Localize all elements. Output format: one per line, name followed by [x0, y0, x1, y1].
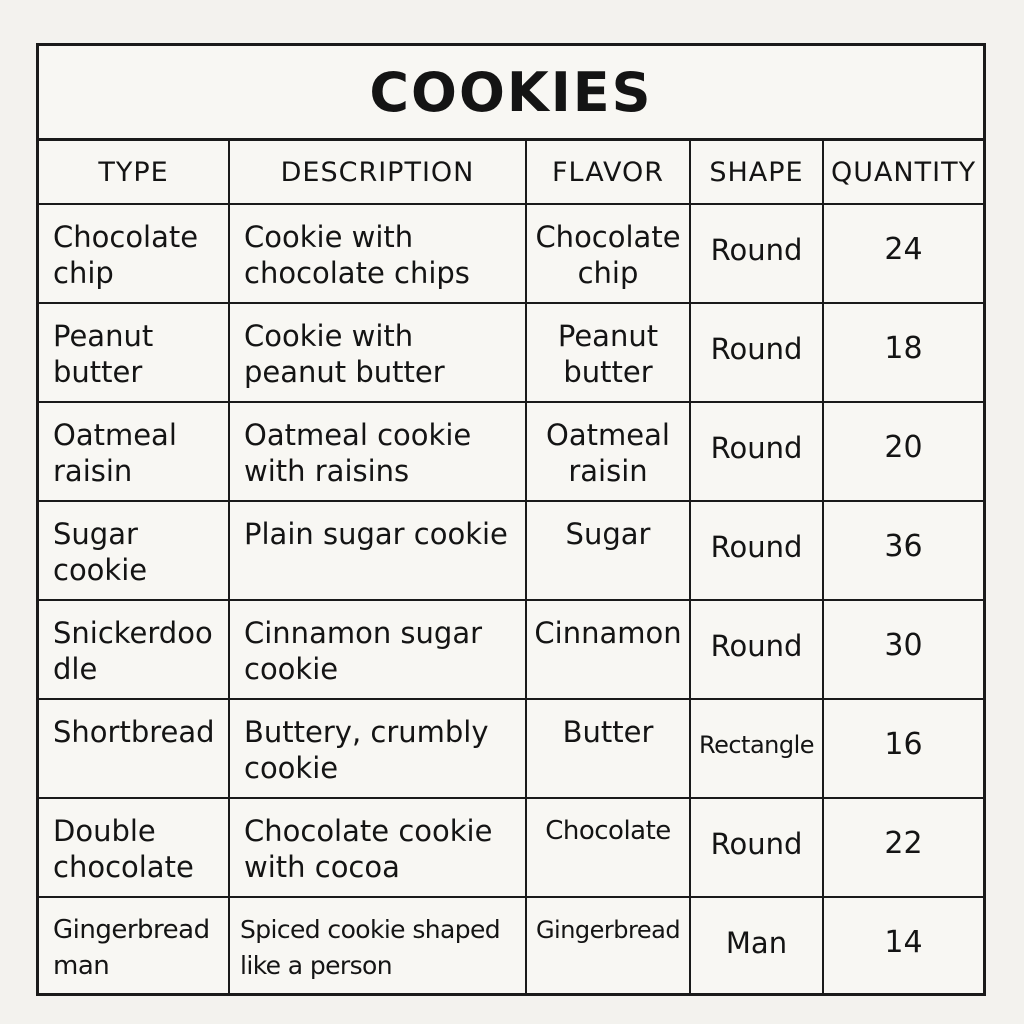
table-row: [39, 501, 983, 600]
cell-flavor: Peanut butter: [526, 303, 690, 402]
cookies-table: [39, 141, 983, 996]
cell-description: Oatmeal cookie with raisins: [229, 402, 526, 501]
cell-quantity: 30: [823, 600, 983, 699]
cell-description: Plain sugar cookie: [229, 501, 526, 600]
cell-quantity: 22: [823, 798, 983, 897]
cell-shape: Rectangle: [690, 699, 823, 798]
header-quantity: QUANTITY: [823, 141, 983, 204]
cell-shape: Round: [690, 798, 823, 897]
cell-description: Spiced cookie shaped like a person: [229, 897, 526, 996]
cell-description: Buttery, crumbly cookie: [229, 699, 526, 798]
table-row: [39, 402, 983, 501]
cell-flavor: Oatmeal raisin: [526, 402, 690, 501]
cookies-table-sheet: [36, 43, 986, 996]
cell-quantity: 16: [823, 699, 983, 798]
header-type: TYPE: [39, 141, 229, 204]
cell-flavor: Chocolate chip: [526, 204, 690, 303]
cell-flavor: Cinnamon: [526, 600, 690, 699]
header-description: DESCRIPTION: [229, 141, 526, 204]
cell-shape: Round: [690, 501, 823, 600]
cell-flavor: Gingerbread: [526, 897, 690, 996]
cell-type: Oatmeal raisin: [39, 402, 229, 501]
cell-quantity: 36: [823, 501, 983, 600]
header-flavor: FLAVOR: [526, 141, 690, 204]
cell-flavor: Sugar: [526, 501, 690, 600]
cell-quantity: 20: [823, 402, 983, 501]
cell-type: Double chocolate: [39, 798, 229, 897]
cell-quantity: 14: [823, 897, 983, 996]
cell-type: Chocolate chip: [39, 204, 229, 303]
cell-shape: Round: [690, 402, 823, 501]
cell-description: Cookie with peanut butter: [229, 303, 526, 402]
cell-quantity: 18: [823, 303, 983, 402]
cell-flavor: Chocolate: [526, 798, 690, 897]
table-row: [39, 699, 983, 798]
table-row: [39, 600, 983, 699]
cell-type: Peanut butter: [39, 303, 229, 402]
table-row: [39, 798, 983, 897]
header-row: [39, 141, 983, 204]
cell-shape: Round: [690, 600, 823, 699]
table-row: [39, 303, 983, 402]
cell-flavor: Butter: [526, 699, 690, 798]
table-row: [39, 897, 983, 996]
cell-type: Shortbread: [39, 699, 229, 798]
cell-shape: Round: [690, 204, 823, 303]
header-shape: SHAPE: [690, 141, 823, 204]
table-row: [39, 204, 983, 303]
cell-quantity: 24: [823, 204, 983, 303]
table-title: COOKIES: [39, 46, 983, 141]
cell-type: Gingerbread man: [39, 897, 229, 996]
cell-shape: Round: [690, 303, 823, 402]
cell-description: Chocolate cookie with cocoa: [229, 798, 526, 897]
cell-description: Cinnamon sugar cookie: [229, 600, 526, 699]
cell-type: Sugar cookie: [39, 501, 229, 600]
cell-shape: Man: [690, 897, 823, 996]
cell-description: Cookie with chocolate chips: [229, 204, 526, 303]
cell-type: Snickerdoodle: [39, 600, 229, 699]
